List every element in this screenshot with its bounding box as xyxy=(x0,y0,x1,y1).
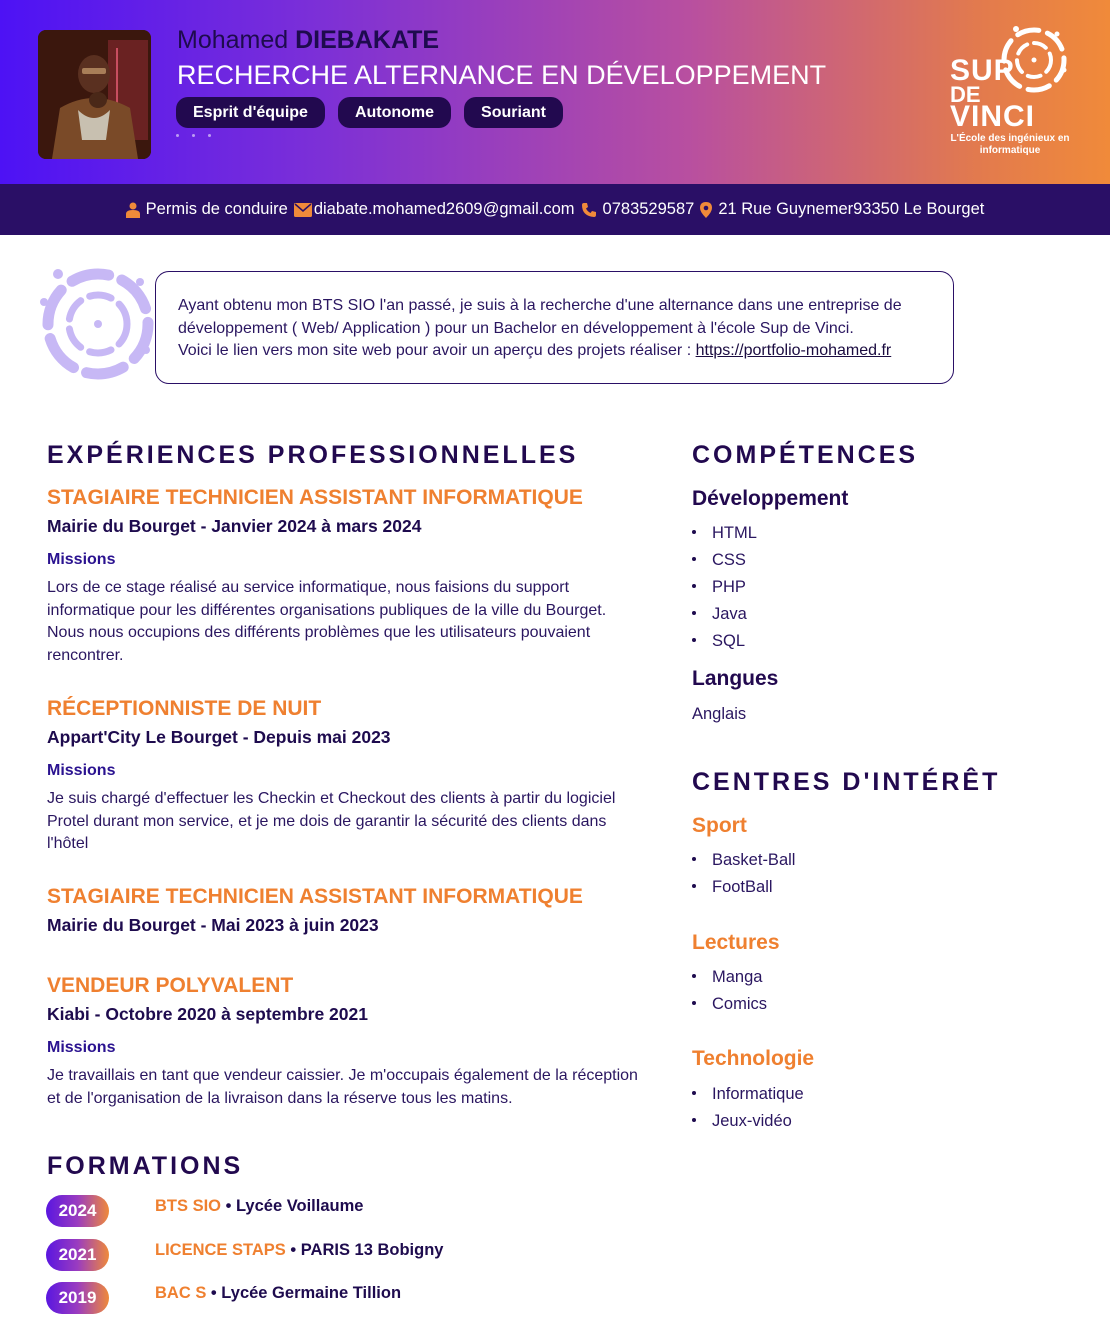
education-entry xyxy=(46,1239,546,1271)
education-line: BTS SIO • Lycée Voillaume xyxy=(155,1197,364,1215)
job-company: Mairie du Bourget - Mai 2023 à juin 2023 xyxy=(47,915,379,935)
logo-word-vinci: VINCI xyxy=(950,100,1036,133)
email-item[interactable] xyxy=(294,200,575,219)
logo-word-sup: SUP xyxy=(950,54,1015,87)
skills-dev-list xyxy=(692,520,757,655)
list-item: FootBall xyxy=(692,874,795,901)
education-heading: FORMATIONS xyxy=(47,1152,244,1180)
contact-bar xyxy=(0,184,1110,235)
interest-group-label: Technologie xyxy=(692,1047,815,1070)
education-entry xyxy=(46,1195,546,1227)
candidate-name xyxy=(177,26,439,55)
decorative-dots xyxy=(176,134,211,137)
summary-line: développement ( Web/ Application ) pour un Bachelor en développement à l'école Sup de Vinci. xyxy=(178,319,854,337)
job-entry xyxy=(47,885,647,936)
job-entry xyxy=(47,697,647,856)
job-title: STAGIAIRE TECHNICIEN ASSISTANT INFORMATIQUE xyxy=(47,486,583,509)
license-item xyxy=(126,200,288,219)
license-text: Permis de conduire xyxy=(145,200,288,218)
list-item: Jeux-vidéo xyxy=(692,1108,804,1135)
summary-line: Ayant obtenu mon BTS SIO l'an passé, je suis à la recherche d'une alternance dans une entreprise de xyxy=(178,297,902,314)
interest-group-label: Lectures xyxy=(692,931,780,954)
address-text: 21 Rue Guynemer93350 Le Bourget xyxy=(718,200,985,218)
list-item: CSS xyxy=(692,547,757,574)
interest-group-label: Sport xyxy=(692,814,747,837)
interest-list xyxy=(692,1081,804,1135)
portrait-illustration xyxy=(38,30,151,159)
education-line: LICENCE STAPS • PARIS 13 Bobigny xyxy=(155,1241,444,1259)
interests-heading: CENTRES D'INTÉRÊT xyxy=(692,768,1001,796)
list-item: Java xyxy=(692,601,757,628)
missions-label: Missions xyxy=(47,762,116,779)
decorative-swirl-icon xyxy=(36,262,160,392)
experience-heading: EXPÉRIENCES PROFESSIONNELLES xyxy=(47,441,579,469)
job-entry xyxy=(47,486,647,667)
profile-photo xyxy=(38,30,151,159)
skills-lang-value: Anglais xyxy=(692,705,747,723)
missions-label: Missions xyxy=(47,1039,116,1056)
missions-label: Missions xyxy=(47,551,116,568)
job-entry xyxy=(47,974,647,1110)
list-item: Basket-Ball xyxy=(692,847,795,874)
first-name: Mohamed xyxy=(177,26,289,54)
job-description: Je travaillais en tant que vendeur caissier. Je m'occupais également de la réception et de l'organisation de la livraison dans la réserve tous les matins. xyxy=(47,1067,638,1107)
trait-tags xyxy=(176,97,563,128)
education-year-badge: 2019 xyxy=(46,1282,109,1314)
list-item: Comics xyxy=(692,991,767,1018)
interest-list xyxy=(692,847,795,901)
skills-heading: COMPÉTENCES xyxy=(692,441,919,469)
job-title: VENDEUR POLYVALENT xyxy=(47,974,294,997)
logo-tagline: L'École des ingénieux en informatique xyxy=(950,133,1070,156)
list-item: PHP xyxy=(692,574,757,601)
last-name: DIEBAKATE xyxy=(295,26,440,54)
education-entry xyxy=(46,1282,546,1314)
list-item: SQL xyxy=(692,628,757,655)
header xyxy=(0,0,1110,184)
phone-icon xyxy=(581,202,597,218)
school-logo xyxy=(944,20,1084,160)
skills-dev-label: Développement xyxy=(692,487,849,510)
list-item: Manga xyxy=(692,964,767,991)
skills-lang-label: Langues xyxy=(692,667,779,690)
job-description: Je suis chargé d'effectuer les Checkin et Checkout des clients à partir du logiciel Protel durant mon service, et je me dois de garantir la sécurité des clients dans l'hôtel xyxy=(47,790,616,852)
job-description: Lors de ce stage réalisé au service informatique, nous faisions du support informatique pour les différentes organisations publiques de la ville du Bourget. Nous nous occupions des différents problèmes que les utilisateurs pouvaient rencontrer. xyxy=(47,579,607,664)
profile-summary xyxy=(155,271,954,384)
job-company: Mairie du Bourget - Janvier 2024 à mars 2024 xyxy=(47,516,422,536)
interest-list xyxy=(692,964,767,1018)
summary-line: Voici le lien vers mon site web pour avoir un aperçu des projets réaliser : https://portfolio-mohamed.fr xyxy=(178,342,892,359)
job-title: RÉCEPTIONNISTE DE NUIT xyxy=(47,697,322,720)
education-year-badge: 2021 xyxy=(46,1239,109,1271)
job-title: STAGIAIRE TECHNICIEN ASSISTANT INFORMATIQUE xyxy=(47,885,583,908)
trait-tag: Esprit d'équipe xyxy=(176,97,325,128)
job-company: Appart'City Le Bourget - Depuis mai 2023 xyxy=(47,727,391,747)
person-icon xyxy=(126,202,140,218)
education-year-badge: 2024 xyxy=(46,1195,109,1227)
education-line: BAC S • Lycée Germaine Tillion xyxy=(155,1284,402,1302)
location-pin-icon xyxy=(700,202,712,218)
trait-tag: Souriant xyxy=(464,97,563,128)
list-item: HTML xyxy=(692,520,757,547)
trait-tag: Autonome xyxy=(338,97,451,128)
job-company: Kiabi - Octobre 2020 à septembre 2021 xyxy=(47,1004,368,1024)
envelope-icon xyxy=(294,203,312,217)
portfolio-link[interactable]: https://portfolio-mohamed.fr xyxy=(695,342,892,359)
email-text[interactable]: diabate.mohamed2609@gmail.com xyxy=(313,200,575,218)
phone-text[interactable]: 0783529587 xyxy=(602,200,695,218)
cv-headline: RECHERCHE ALTERNANCE EN DÉVELOPPEMENT xyxy=(177,60,827,90)
logo-word-de: DE xyxy=(950,82,981,107)
list-item: Informatique xyxy=(692,1081,804,1108)
address-item xyxy=(700,200,984,219)
phone-item[interactable] xyxy=(581,200,695,219)
